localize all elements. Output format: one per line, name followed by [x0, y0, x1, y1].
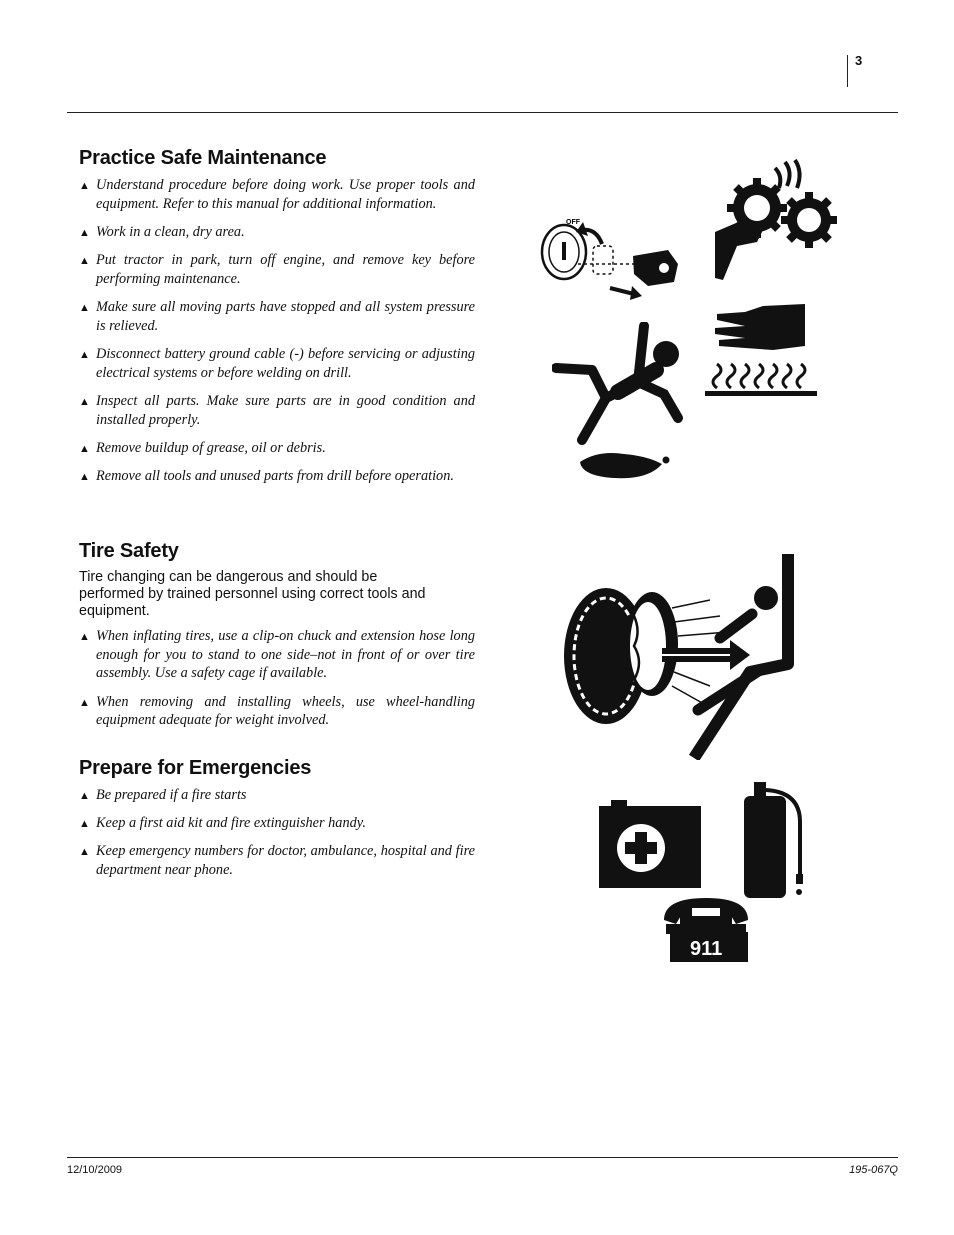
top-rule: [67, 112, 898, 113]
header-divider: [847, 55, 848, 87]
triangle-bullet-icon: ▲: [79, 442, 90, 455]
triangle-bullet-icon: ▲: [79, 790, 90, 802]
bullet-list: [79, 627, 475, 730]
list-item: ▲ Keep a first aid kit and fire extinguisher handy.: [79, 814, 475, 833]
triangle-bullet-icon: ▲: [79, 818, 90, 831]
ignition-key-off-icon: [538, 212, 683, 304]
key-off-label: OFF: [566, 219, 580, 226]
emergency-number: 911: [690, 938, 723, 960]
section-practice-safe-maintenance: [79, 147, 475, 495]
triangle-bullet-icon: ▲: [79, 470, 90, 483]
bullet-list: [79, 176, 475, 486]
triangle-bullet-icon: ▲: [79, 255, 90, 268]
list-item: ▲ Disconnect battery ground cable (-) before servicing or adjusting electrical systems or before welding on drill.: [79, 345, 475, 381]
list-item: ▲ When inflating tires, use a clip-on chuck and extension hose long enough for you to stand to one side–not in front of or over tire assembly. Use a safety cage if available.: [79, 628, 475, 682]
list-item: ▲ When removing and installing wheels, use wheel-handling equipment adequate for weight involved.: [79, 693, 475, 729]
list-item: ▲ Keep emergency numbers for doctor, ambulance, hospital and fire department near phone.: [79, 843, 475, 879]
list-item: ▲ Understand procedure before doing work. Use proper tools and equipment. Refer to this manual for additional information.: [79, 177, 475, 212]
fire-extinguisher-icon: [740, 782, 806, 900]
hot-surface-hand-icon: [705, 302, 817, 398]
list-item: ▲ Put tractor in park, turn off engine, and remove key before performing maintenance.: [79, 252, 475, 287]
section-tire-safety: [79, 540, 475, 740]
page-number: 3: [855, 53, 863, 68]
section-title: Tire Safety: [79, 540, 179, 562]
triangle-bullet-icon: ▲: [79, 226, 90, 239]
triangle-bullet-icon: ▲: [79, 302, 90, 315]
triangle-bullet-icon: ▲: [79, 180, 90, 192]
list-item: ▲ Remove all tools and unused parts from drill before operation.: [79, 467, 475, 486]
bullet-list: [79, 786, 475, 880]
bottom-rule: [67, 1157, 898, 1158]
gear-entanglement-icon: [713, 158, 841, 282]
section-title: Prepare for Emergencies: [79, 757, 312, 779]
triangle-bullet-icon: ▲: [79, 696, 90, 709]
footer-doc-number: 195-067Q: [849, 1164, 898, 1176]
section-title: Practice Safe Maintenance: [79, 147, 327, 169]
triangle-bullet-icon: ▲: [79, 846, 90, 859]
triangle-bullet-icon: ▲: [79, 395, 90, 408]
triangle-bullet-icon: ▲: [79, 348, 90, 361]
list-item: ▲ Inspect all parts. Make sure parts are in good condition and installed properly.: [79, 392, 475, 428]
footer-date: 12/10/2009: [67, 1164, 123, 1176]
slip-fall-hazard-icon: [552, 322, 690, 482]
list-item: ▲ Make sure all moving parts have stopped and all system pressure is relieved.: [79, 299, 475, 334]
triangle-bullet-icon: ▲: [79, 631, 90, 643]
section-intro: Tire changing can be dangerous and should be performed by trained personnel using correct tools and equipment.: [79, 569, 426, 619]
first-aid-kit-icon: [597, 800, 703, 890]
tire-explosion-hazard-icon: [560, 552, 795, 760]
section-prepare-for-emergencies: [79, 757, 475, 889]
list-item: ▲ Work in a clean, dry area.: [79, 223, 475, 242]
list-item: ▲ Remove buildup of grease, oil or debris.: [79, 439, 475, 458]
list-item: ▲ Be prepared if a fire starts: [79, 786, 475, 805]
emergency-phone-icon: [660, 894, 752, 964]
